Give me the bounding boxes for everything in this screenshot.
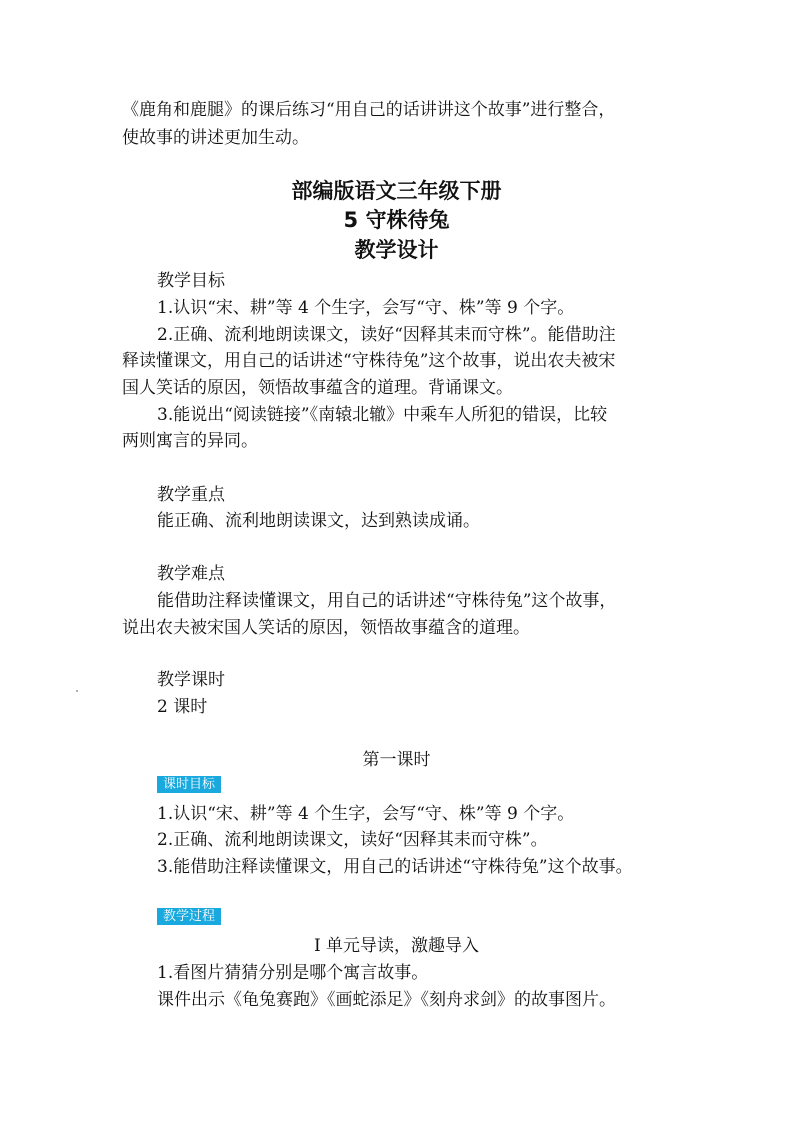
objective-2-line-1: 2.正确、流利地朗读课文，读好“因释其耒而守株”。能借助注 <box>157 325 616 345</box>
objectives-label: 教学目标 <box>157 271 225 291</box>
difficulties-label: 教学难点 <box>157 564 225 584</box>
intro-line-1: 《鹿角和鹿腿》的课后练习“用自己的话讲讲这个故事”进行整合， <box>122 100 616 120</box>
difficulties-line-1: 能借助注释读懂课文，用自己的话讲述“守株待兔”这个故事， <box>157 591 617 611</box>
teaching-process-tag: 教学过程 <box>157 908 221 925</box>
period-goal-3: 3.能借助注释读懂课文，用自己的话讲述“守株待兔”这个故事。 <box>157 857 633 877</box>
scan-speck <box>76 690 78 692</box>
design-title: 教学设计 <box>354 238 439 262</box>
section-heading: Ⅰ 单元导读，激趣导入 <box>313 936 480 956</box>
objective-1: 1.认识“宋、耕”等 4 个生字，会写“守、株”等 9 个字。 <box>157 298 575 318</box>
objective-3-line-1: 3.能说出“阅读链接”《南辕北辙》中乘车人所犯的错误，比较 <box>157 405 608 425</box>
intro-line-2: 使故事的讲述更加生动。 <box>122 128 309 148</box>
first-period-title: 第一课时 <box>362 750 431 770</box>
lesson-title: 5 守株待兔 <box>343 208 450 232</box>
period-goal-1: 1.认识“宋、耕”等 4 个生字，会写“守、株”等 9 个字。 <box>157 804 575 824</box>
lesson-goals-tag: 课时目标 <box>157 776 221 793</box>
periods-value: 2 课时 <box>157 697 208 717</box>
period-goal-2: 2.正确、流利地朗读课文，读好“因释其耒而守株”。 <box>157 830 548 850</box>
step-1: 1.看图片猜猜分别是哪个寓言故事。 <box>157 963 429 983</box>
key-points-label: 教学重点 <box>157 485 225 505</box>
objective-2-line-2: 释读懂课文，用自己的话讲述“守株待兔”这个故事，说出农夫被宋 <box>122 351 616 371</box>
objective-2-line-3: 国人笑话的原因，领悟故事蕴含的道理。背诵课文。 <box>122 378 513 398</box>
key-points-text: 能正确、流利地朗读课文，达到熟读成诵。 <box>157 511 480 531</box>
step-1-detail: 课件出示《龟兔赛跑》《画蛇添足》《刻舟求剑》的故事图片。 <box>157 990 616 1010</box>
objective-3-line-2: 两则寓言的异同。 <box>122 431 258 451</box>
periods-label: 教学课时 <box>157 670 225 690</box>
series-title: 部编版语文三年级下册 <box>291 179 502 203</box>
difficulties-line-2: 说出农夫被宋国人笑话的原因，领悟故事蕴含的道理。 <box>122 618 530 638</box>
